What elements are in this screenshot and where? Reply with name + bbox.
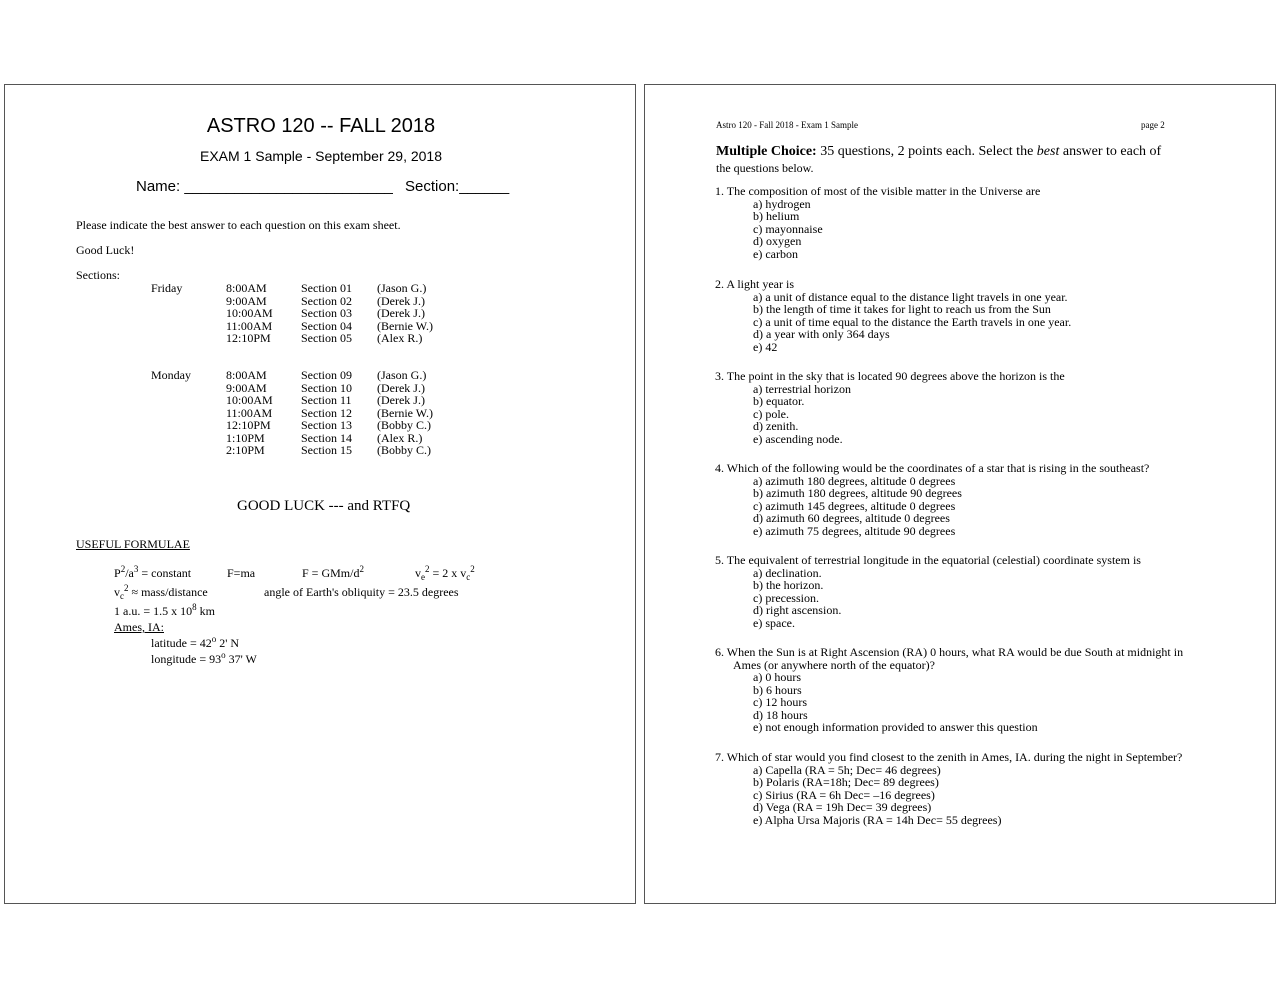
section-cell: Section 13 [301,418,352,432]
answer-option: a) hydrogen [753,196,811,211]
answer-option: b) Polaris (RA=18h; Dec= 89 degrees) [753,775,939,789]
time-cell: 8:00AM [226,368,267,382]
time-cell: 1:10PM [226,430,265,445]
formula-circular-velocity: $v_c^2$ ≈ mass/distance [114,583,208,601]
section-cell: Section 04 [301,318,352,333]
question-5 [715,554,1141,629]
answer-option: b) the horizon. [753,578,824,592]
time-cell: 11:00AM [226,318,273,333]
page-number: page 2 [1141,120,1165,130]
question-stem: 3. The point in the sky that is located 90 degrees above the horizon is the [715,369,1065,383]
instructor-cell: (Alex R.) [377,331,423,345]
answer-option: a) declination. [753,565,822,580]
question-stem: 1. The composition of most of the visible matter in the Universe are [715,184,1041,198]
answer-option: d) Vega (RA = 19h Dec= 39 degrees) [753,800,932,814]
formula-au: 1 a.u. = 1.5 x $10^8$ km [114,602,215,618]
question-4 [715,462,1149,537]
time-cell: 10:00AM [226,393,273,407]
question-7 [715,751,1182,826]
answer-option: c) precession. [753,590,819,605]
running-header: Astro 120 - Fall 2018 - Exam 1 Sample [716,120,858,130]
answer-option: a) azimuth 180 degrees, altitude 0 degrees [753,473,956,488]
instructor-cell: (Bobby C.) [377,418,431,432]
question-stem: 7. Which of star would you find closest to the zenith in Ames, IA. during the night in September? [715,750,1183,764]
answer-option: c) Sirius (RA = 6h Dec= –16 degrees) [753,787,935,802]
answer-option: b) azimuth 180 degrees, altitude 90 degrees [753,486,962,500]
formula-kepler: $P^2/a^3$ = constant [114,564,192,580]
answer-option: e) ascending node. [753,431,843,446]
question-stem: 5. The equivalent of terrestrial longitude in the equatorial (celestial) coordinate system is [715,553,1141,567]
answer-option: e) Alpha Ursa Majoris (RA = 14h Dec= 55 degrees) [753,812,1002,827]
answer-option: c) mayonnaise [753,221,823,236]
question-stem: 4. Which of the following would be the coordinates of a star that is rising in the southeast? [715,461,1150,475]
time-cell: 11:00AM [226,405,273,420]
formula-escape-velocity: $v_e^2 = 2$ x $v_c^2$ [415,564,475,582]
answer-option: a) Capella (RA = 5h; Dec= 46 degrees) [753,762,941,777]
answer-option: d) a year with only 364 days [753,327,890,341]
section-cell: Section 14 [301,430,352,445]
section-cell: Section 15 [301,443,352,457]
day-label: Friday [151,281,183,295]
answer-option: e) carbon [753,246,798,261]
question-stem: 6. When the Sun is at Right Ascension (RA) 0 hours, what RA would be due South at midnight in [715,645,1184,659]
good-luck-text: Good Luck! [76,243,135,257]
answer-option: d) azimuth 60 degrees, altitude 0 degrees [753,511,950,525]
instructor-cell: (Derek J.) [377,380,425,395]
instructor-cell: (Jason G.) [377,281,427,295]
question-stem-continued: Ames (or anywhere north of the equator)? [733,657,935,672]
emphasis-best: best [1036,144,1060,159]
answer-option: c) pole. [753,406,789,421]
time-cell: 2:10PM [226,443,265,457]
time-cell: 9:00AM [226,293,267,308]
name-field-line: Name: _________________________ [136,178,393,195]
instructor-cell: (Alex R.) [377,430,423,445]
section-field-line: Section:______ [405,178,510,195]
section-cell: Section 02 [301,293,352,308]
answer-option: b) 6 hours [753,682,802,697]
answer-option: e) not enough information provided to answer this question [753,720,1038,734]
time-cell: 8:00AM [226,281,267,295]
exam-subtitle: EXAM 1 Sample - September 29, 2018 [199,148,443,164]
question-3 [715,370,1065,445]
section-cell: Section 09 [301,368,352,382]
time-cell: 12:10PM [226,418,271,432]
closing-message: GOOD LUCK --- and RTFQ [237,498,411,514]
formula-gravity: F = GMm/$d^2$ [302,564,364,580]
answer-option: b) equator. [753,394,805,408]
question-6 [715,646,1183,734]
question-stem: 2. A light year is [715,277,794,291]
multiple-choice-instructions: Multiple Choice: 35 questions, 2 points each. Select the best answer to each of the questions below. [716,144,1162,175]
answer-option: d) oxygen [753,234,802,248]
answer-option: c) 12 hours [753,695,807,709]
answer-option: d) 18 hours [753,707,808,722]
answer-option: e) 42 [753,339,778,354]
answer-option: d) zenith. [753,419,799,433]
answer-option: e) azimuth 75 degrees, altitude 90 degrees [753,523,956,538]
answer-option: a) a unit of distance equal to the distance light travels in one year. [753,289,1068,304]
section-cell: Section 10 [301,380,352,395]
section-cell: Section 01 [301,281,352,295]
formula-newton: F=ma [227,566,256,580]
instructor-cell: (Derek J.) [377,393,425,407]
answer-option: e) space. [753,615,795,630]
question-2 [715,278,1071,353]
sections-label: Sections: [76,268,120,282]
ames-latitude: latitude = $42^o$ 2' N [151,634,240,650]
time-cell: 9:00AM [226,380,267,395]
ames-label: Ames, IA: [114,620,164,634]
time-cell: 10:00AM [226,306,273,320]
exam-page-2 [644,84,1276,904]
instructor-cell: (Derek J.) [377,306,425,320]
answer-option: c) a unit of time equal to the distance the Earth travels in one year. [753,314,1072,329]
answer-option: b) helium [753,209,800,223]
answer-option: a) 0 hours [753,670,801,684]
time-cell: 12:10PM [226,331,271,345]
answer-option: d) right ascension. [753,603,842,617]
day-label: Monday [151,368,191,382]
section-cell: Section 03 [301,306,352,320]
answer-option: c) azimuth 145 degrees, altitude 0 degrees [753,498,956,513]
instruction-text: Please indicate the best answer to each question on this exam sheet. [76,218,401,232]
section-cell: Section 05 [301,331,352,345]
exam-title: ASTRO 120 -- FALL 2018 [206,115,436,137]
instructor-cell: (Derek J.) [377,293,425,308]
formulae-heading: USEFUL FORMULAE [76,537,190,551]
mc-label: Multiple Choice: [716,144,817,159]
instructor-cell: (Bobby C.) [377,443,431,457]
question-1 [715,185,1040,260]
exam-page-1 [4,84,636,904]
instructor-cell: (Jason G.) [377,368,427,382]
ames-longitude: longitude = $93^o$ 37' W [151,650,257,666]
instructor-cell: (Bernie W.) [377,405,433,420]
formula-obliquity: angle of Earth's obliquity = 23.5 degrees [264,585,459,599]
section-cell: Section 11 [301,393,352,407]
section-cell: Section 12 [301,405,352,420]
answer-option: b) the length of time it takes for light to reach us from the Sun [753,302,1051,316]
answer-option: a) terrestrial horizon [753,381,851,396]
instructor-cell: (Bernie W.) [377,318,433,333]
